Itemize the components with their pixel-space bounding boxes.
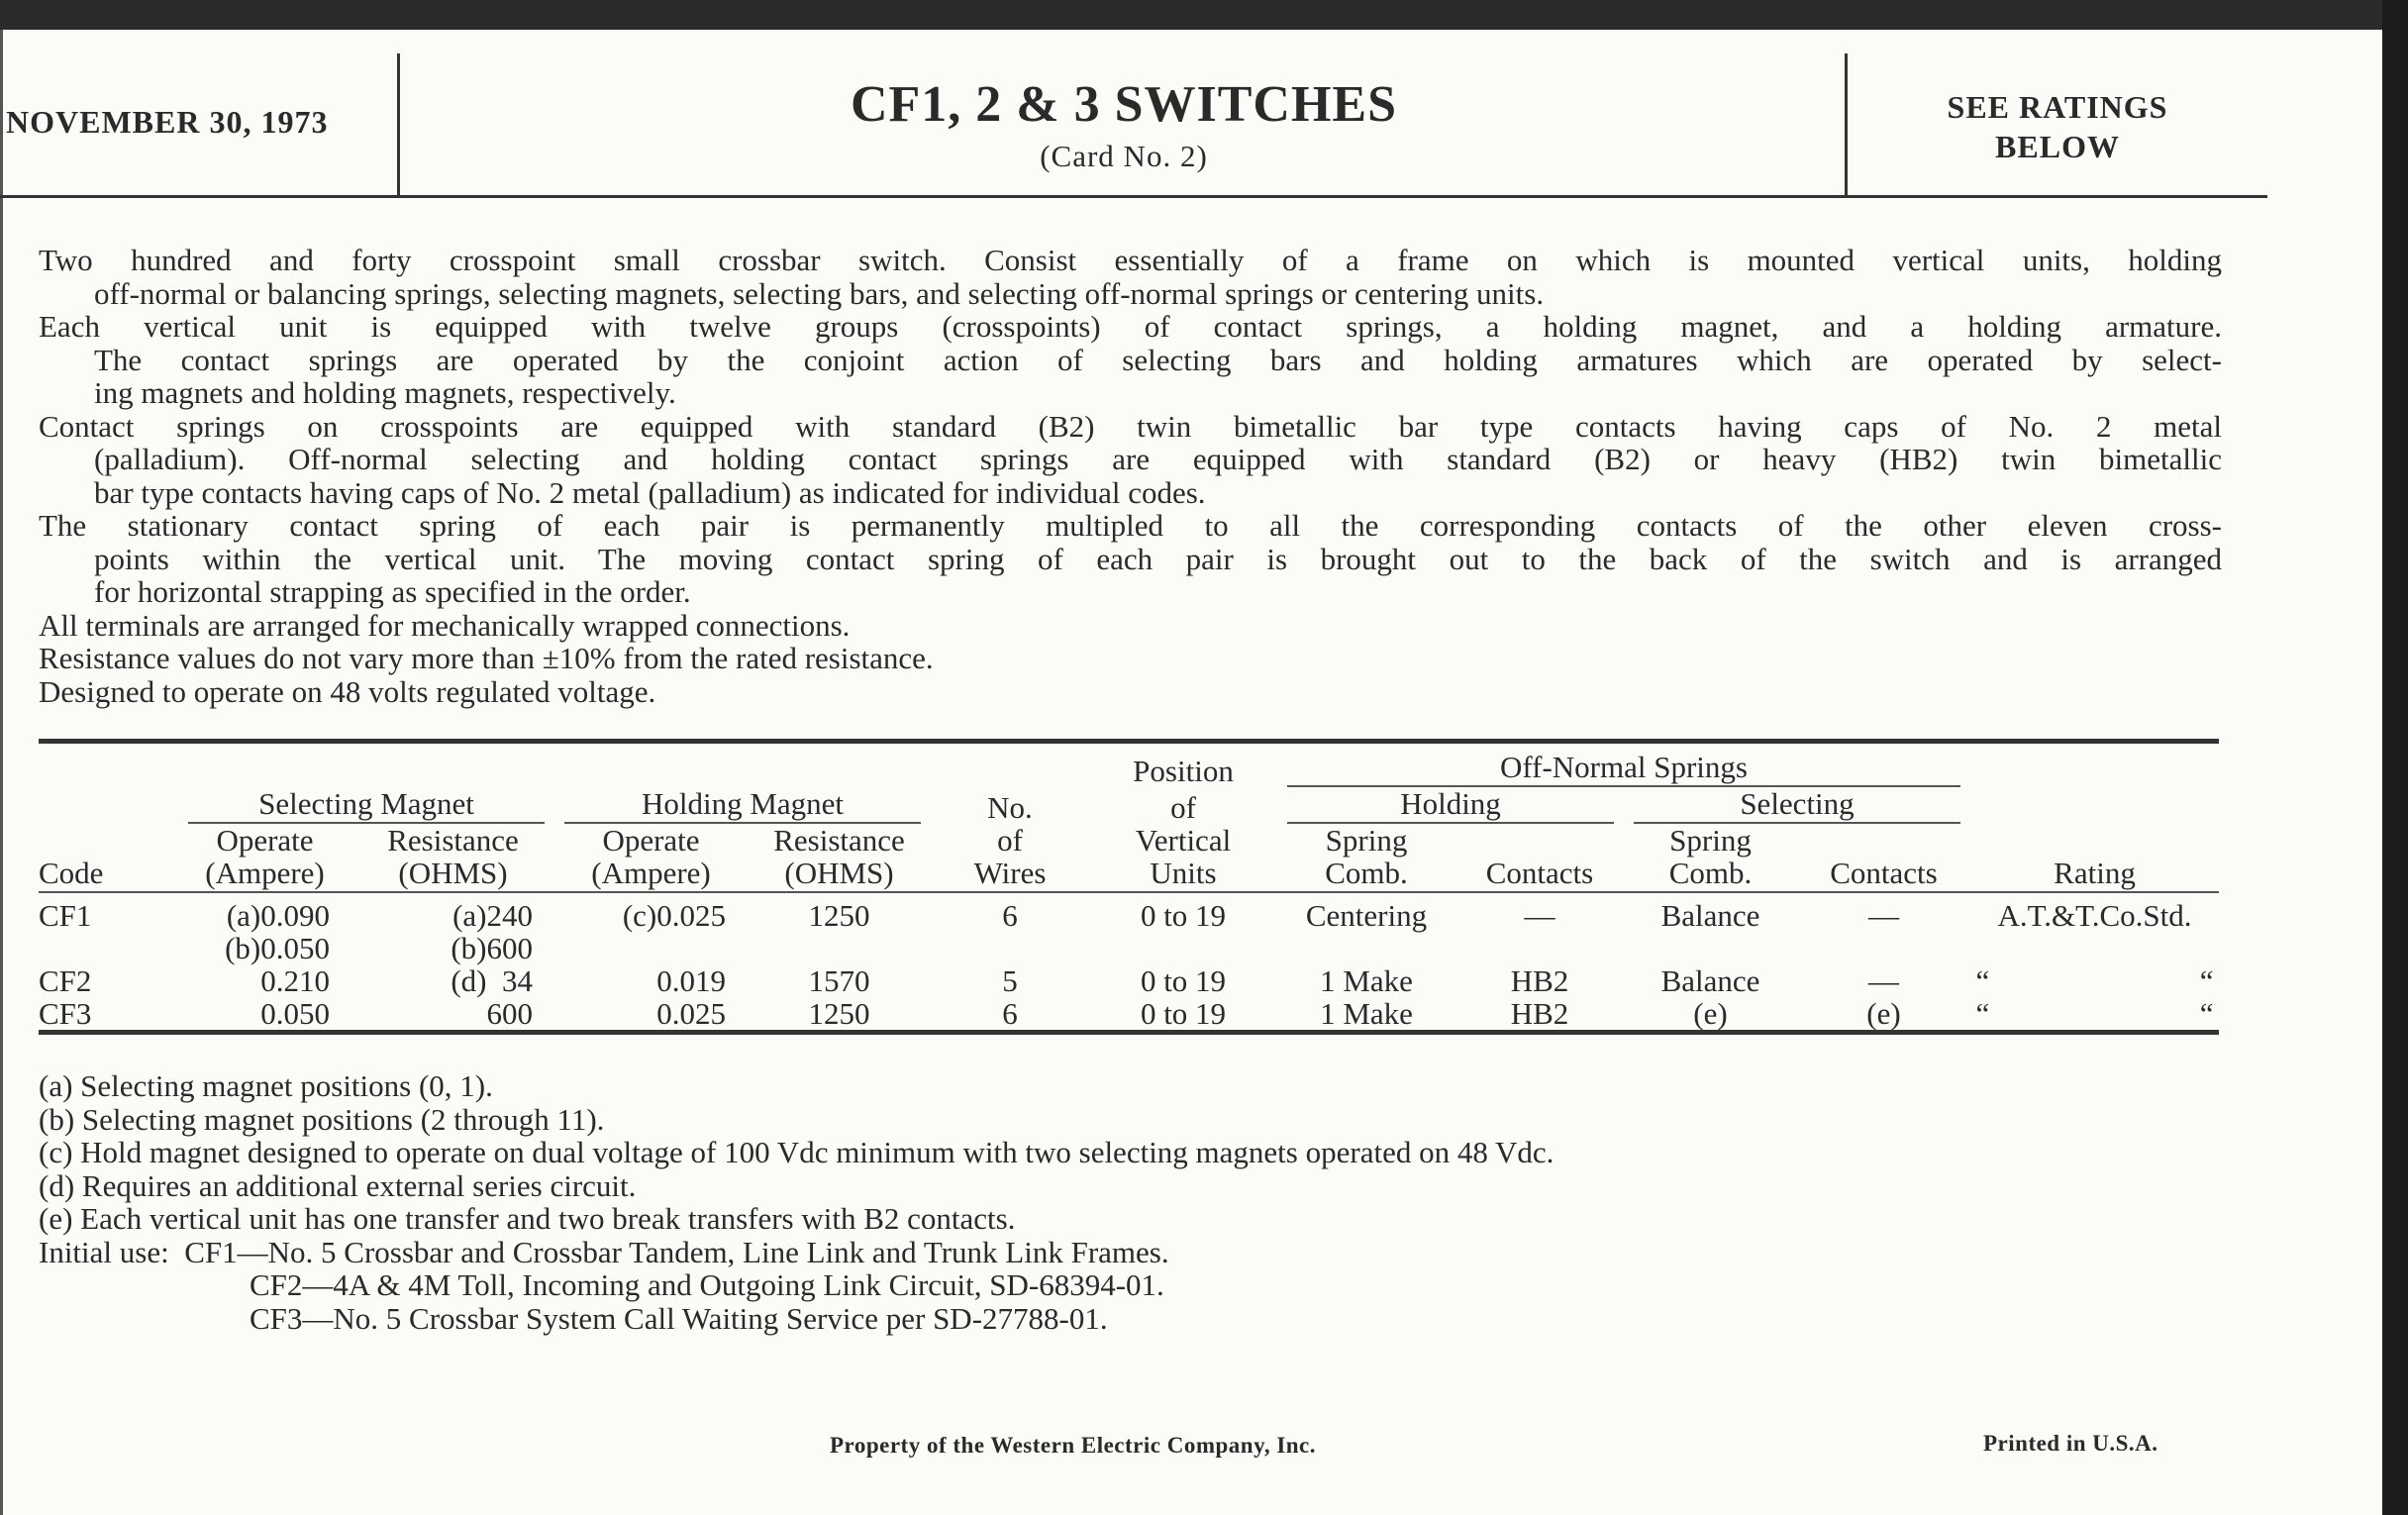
cell-sel-res: 600 (486, 996, 533, 1031)
col-spring-comb: Comb. (1624, 857, 1797, 892)
description-line: Two hundred and forty crosspoint small crossbar switch. Consist essentially of a frame on which is mounted vertical units, holding (39, 243, 2222, 277)
cell-position: 0 to 19 (1140, 996, 1227, 1031)
col-group-selecting-magnet (178, 787, 554, 824)
col-position: Units (1089, 857, 1277, 892)
cell-sel-spring (1624, 932, 1797, 964)
col-contacts: Contacts (1797, 857, 1970, 892)
cell-hold-res: 1250 (808, 898, 870, 933)
col-position: Position (1133, 754, 1234, 788)
ratings-line: BELOW (1995, 129, 2120, 164)
col-wires: Wires (931, 857, 1089, 892)
cell-position: 0 to 19 (1140, 963, 1227, 998)
cell-hold-contacts (1455, 932, 1624, 964)
description-line: Contact springs on crosspoints are equipped with standard (B2) twin bimetallic bar type contacts having caps of No. 2 metal (39, 408, 2222, 444)
cell-hold-spring: 1 Make (1320, 963, 1413, 998)
initial-use-label: Initial use: (39, 1234, 169, 1269)
footnote: (e) Each vertical unit has one transfer and two break transfers with B2 contacts. (39, 1201, 1016, 1236)
footnote: (b) Selecting magnet positions (2 through 11). (39, 1101, 605, 1137)
selecting-header: Selecting (1634, 787, 1960, 824)
cell-hold-res: 1570 (808, 963, 870, 998)
property-notice: Property of the Western Electric Company, Inc. (830, 1433, 1317, 1458)
cell-sel-spring: Balance (1660, 963, 1760, 998)
cell-hold-contacts: — (1524, 898, 1555, 933)
header-divider (1845, 53, 1848, 196)
cell-rating (1970, 964, 2219, 997)
ditto-mark: “ “ (1975, 996, 2214, 1031)
col-spring-comb: Spring (1325, 823, 1408, 858)
col-group-off-normal (1277, 744, 1970, 787)
col-spring-comb: Spring (1669, 823, 1752, 858)
cell-sel-res: (a)240 (452, 898, 533, 933)
header-divider (397, 53, 400, 196)
cell-sel-contacts: — (1868, 963, 1899, 998)
description-line: ing magnets and holding magnets, respectively. (94, 375, 676, 410)
off-normal-header: Off-Normal Springs (1287, 751, 1960, 787)
table-row (39, 997, 2219, 1030)
col-group-holding (1277, 787, 1624, 824)
cell-sel-res: (d) 34 (451, 963, 533, 998)
col-resistance: Resistance (773, 823, 905, 858)
col-position: Vertical (1135, 823, 1232, 858)
col-operate: Operate (602, 823, 700, 858)
cell-hold-spring: 1 Make (1320, 996, 1413, 1031)
header-rule (0, 195, 2267, 198)
col-wires: No. (987, 790, 1033, 825)
cell-hold-spring: Centering (1305, 898, 1428, 933)
cell-code (39, 932, 178, 964)
footnote: (a) Selecting magnet positions (0, 1). (39, 1068, 493, 1103)
description (39, 244, 2222, 708)
cell-hold-res: 1250 (808, 996, 870, 1031)
cell-code: CF3 (39, 996, 92, 1031)
cell-hold-op: 0.025 (656, 996, 726, 1031)
cell-sel-contacts: (e) (1866, 996, 1901, 1031)
col-group-holding-magnet (554, 787, 931, 824)
cell-position (1089, 932, 1277, 964)
col-wires: of (997, 823, 1023, 858)
card-number: (Card No. 2) (1040, 139, 1208, 173)
cell-sel-op: (b)0.050 (225, 931, 330, 965)
table-row (39, 892, 2219, 932)
initial-use (39, 1236, 1554, 1269)
cell-hold-op: (c)0.025 (622, 898, 726, 933)
cell-hold-op (554, 932, 748, 964)
col-spring-comb: Comb. (1277, 857, 1455, 892)
description-line: (palladium). Off-normal selecting and holding contact springs are equipped with standard (B2) or heavy (HB2) twin bimetallic (94, 442, 2222, 476)
initial-use-item: CF2—4A & 4M Toll, Incoming and Outgoing Link Circuit, SD-68394-01. (250, 1267, 1164, 1302)
holding-header: Holding (1287, 787, 1614, 824)
page-title: CF1, 2 & 3 SWITCHES (850, 76, 1398, 133)
col-code: Code (39, 857, 178, 892)
footnote: (d) Requires an additional external series circuit. (39, 1167, 637, 1203)
holding-magnet-header: Holding Magnet (564, 787, 921, 824)
cell-code: CF2 (39, 963, 92, 998)
cell-hold-contacts: HB2 (1510, 963, 1569, 998)
description-line: All terminals are arranged for mechanically wrapped connections. (39, 607, 851, 643)
table-row (39, 932, 2219, 964)
col-contacts: Contacts (1455, 857, 1624, 892)
col-resistance: (OHMS) (748, 857, 931, 892)
printed-notice: Printed in U.S.A. (1983, 1431, 2158, 1456)
cell-sel-spring: Balance (1660, 898, 1760, 933)
col-resistance: Resistance (387, 823, 519, 858)
cell-sel-op: 0.210 (260, 963, 330, 998)
cell-hold-contacts: HB2 (1510, 996, 1569, 1031)
footnote: (c) Hold magnet designed to operate on dual voltage of 100 Vdc minimum with two selecting magnets operated on 48 Vdc. (39, 1135, 1555, 1169)
description-line: for horizontal strapping as specified in the order. (94, 574, 691, 609)
ditto-mark: “ “ (1975, 963, 2214, 998)
col-resistance: (OHMS) (351, 857, 554, 892)
initial-use-item: CF3—No. 5 Crossbar System Call Waiting Service per SD-27788-01. (250, 1300, 1108, 1336)
scan-border-right (2382, 0, 2408, 1515)
scan-border-left (0, 30, 3, 1515)
cell-wires: 6 (1002, 898, 1018, 933)
cell-wires: 5 (1002, 963, 1018, 998)
description-line: off-normal or balancing springs, selecting magnets, selecting bars, and selecting off-normal springs or centering units. (94, 275, 1545, 311)
ratings-note (1850, 87, 2265, 166)
specs-table (39, 739, 2219, 1035)
description-line: points within the vertical unit. The moving contact spring of each pair is brought out to the back of the switch and is arranged (94, 541, 2222, 576)
cell-sel-res: (b)600 (451, 931, 533, 965)
cell-sel-contacts (1797, 932, 1970, 964)
cell-sel-spring: (e) (1693, 996, 1728, 1031)
col-position: of (1170, 790, 1196, 825)
cell-sel-contacts: — (1868, 898, 1899, 933)
col-operate: (Ampere) (554, 857, 748, 892)
cell-rating (1970, 932, 2219, 964)
card-date: NOVEMBER 30, 1973 (6, 104, 329, 140)
ratings-line: SEE RATINGS (1947, 89, 2168, 125)
description-line: bar type contacts having caps of No. 2 metal (palladium) as indicated for individual codes. (94, 474, 1206, 510)
description-line: Each vertical unit is equipped with twelve groups (crosspoints) of contact springs, a holding magnet, and a holding armature. (39, 309, 2222, 344)
cell-code: CF1 (39, 898, 92, 933)
cell-sel-op: 0.050 (260, 996, 330, 1031)
cell-position: 0 to 19 (1140, 898, 1227, 933)
cell-rating: A.T.&T.Co.Std. (1997, 898, 2192, 933)
footnotes (39, 1069, 1554, 1335)
cell-hold-spring (1277, 932, 1455, 964)
col-operate: (Ampere) (178, 857, 351, 892)
cell-sel-op: (a)0.090 (226, 898, 330, 933)
col-rating: Rating (1970, 857, 2219, 892)
description-line: The contact springs are operated by the conjoint action of selecting bars and holding armatures which are operated by select- (94, 342, 2222, 377)
description-line: Designed to operate on 48 volts regulated voltage. (39, 673, 656, 709)
cell-wires (931, 932, 1089, 964)
initial-use-item: CF1—No. 5 Crossbar and Crossbar Tandem, Line Link and Trunk Link Frames. (184, 1234, 1169, 1269)
cell-rating (1970, 997, 2219, 1030)
cell-hold-op: 0.019 (656, 963, 726, 998)
col-group-selecting (1624, 787, 1970, 824)
col-operate: Operate (216, 823, 314, 858)
selecting-magnet-header: Selecting Magnet (188, 787, 545, 824)
cell-hold-res (748, 932, 931, 964)
table-row (39, 964, 2219, 997)
description-line: The stationary contact spring of each pair is permanently multipled to all the corresponding contacts of the other eleven cross- (39, 508, 2222, 543)
description-line: Resistance values do not vary more than ±10% from the rated resistance. (39, 641, 934, 675)
scan-border-top (0, 0, 2408, 30)
cell-wires: 6 (1002, 996, 1018, 1031)
